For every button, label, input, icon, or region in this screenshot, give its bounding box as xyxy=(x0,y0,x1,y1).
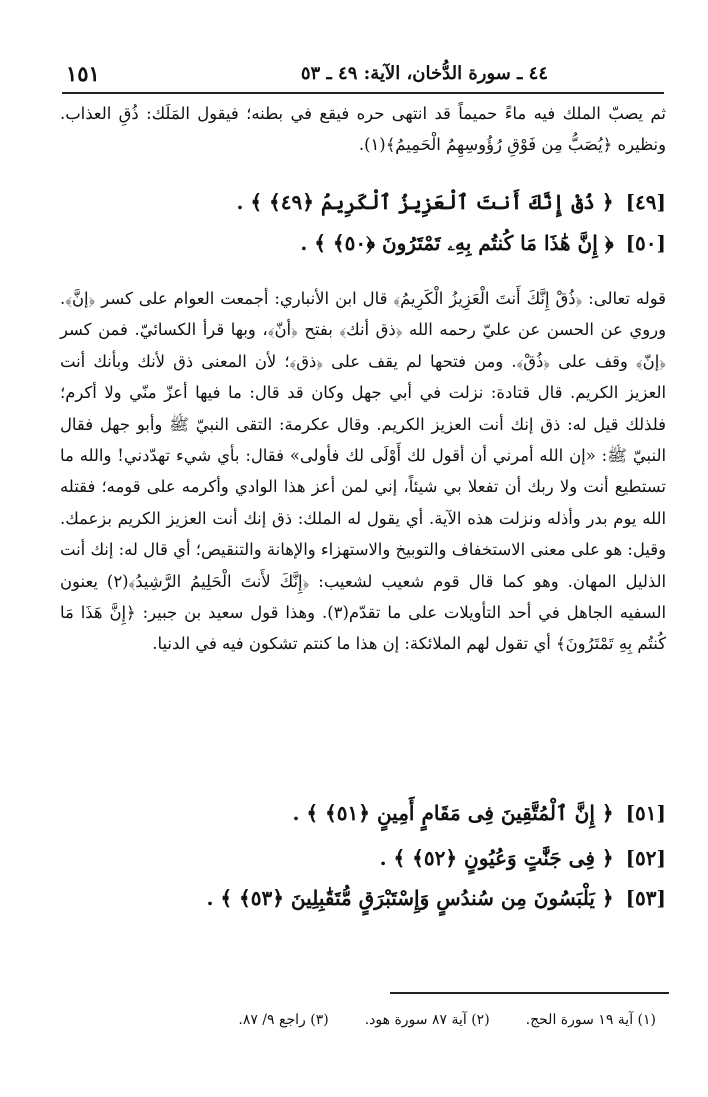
verse-number: [٥٢] xyxy=(625,846,666,870)
verse-number: [٥١] xyxy=(625,801,666,825)
verse-text: ﴿ إِنَّ ٱلْمُتَّقِينَ فِى مَقَامٍ أَمِينٍ ﴿٥١﴾ ﴾ . xyxy=(292,801,614,825)
footnote-rule xyxy=(390,992,669,994)
verse-50 xyxy=(300,231,666,255)
running-title: ٤٤ ـ سورة الدُّخان، الآية: ٤٩ ـ ٥٣ xyxy=(300,63,548,84)
footnote-2: (٢) آية ٨٧ سورة هود. xyxy=(364,1012,490,1028)
verse-51 xyxy=(292,801,666,825)
verse-text: ﴿ إِنَّ هَٰذَا مَا كُنتُم بِهِۦ تَمْتَرُونَ ﴿٥٠﴾ ﴾ . xyxy=(300,231,614,255)
intro-paragraph: ثم يصبّ الملك فيه ماءً حميماً قد انتهى حره فيقع في بطنه؛ فيقول المَلَك: ذُقِ العذاب. ونظيره ﴿يُصَبُّ مِن فَوْقِ رُؤُوسِهِمُ الْحَمِيمُ﴾(١). xyxy=(60,104,666,155)
footnote-3: (٣) راجع ٩/ ٨٧. xyxy=(238,1012,329,1028)
verse-53 xyxy=(206,886,666,910)
footnotes xyxy=(202,1012,656,1028)
verse-text: ﴿ ذُقْ إِنَّكَ أَنتَ ٱلْعَزِيزُ ٱلْكَرِيمُ ﴿٤٩﴾ ﴾ . xyxy=(236,190,614,214)
verse-number: [٤٩] xyxy=(625,190,666,214)
header-rule xyxy=(62,92,664,94)
verse-text: ﴿ فِى جَنَّٰتٍ وَعُيُونٍ ﴿٥٢﴾ ﴾ . xyxy=(379,846,614,870)
verse-49 xyxy=(236,190,666,214)
commentary-paragraph: قوله تعالى: ﴿ذُقْ إِنَّكَ أَنتَ الْعَزِيزُ الْكَرِيمُ﴾ قال ابن الأنباري: أجمعت العوام على كسر ﴿إنَّ﴾. وروي عن الحسن عن عليّ رحمه الله ﴿ذق أنك﴾ بفتح ﴿أنّ﴾، وبها قرأ الكسائيّ. فمن كسر ﴿إنّ﴾ وقف على ﴿ذُقْ﴾. ومن فتحها لم يقف على ﴿ذق﴾؛ لأن المعنى ذق لأنك وبأنك أنت العزيز الكريم. قال قتادة: نزلت في أبي جهل وكان قد قال: ما فيها أعزّ منّي ولا أكرم؛ فلذلك قيل له: ذق إنك أنت العزيز الكريم. وقال عكرمة: التقى النبيّ ﷺ وأبو جهل فقال النبيّ ﷺ: «إن الله أمرني أن أقول لك أَوْلَى لك فأولى» فقال: بأي شيء تهدّدني! والله ما تستطيع أنت ولا ربك أن تفعلا بي شيئاً، إني لمن أعز هذا الوادي وأكرمه على قومه؛ فقتله الله يوم بدر وأذله ونزلت هذه الآية. أي يقول له الملك: ذق إنك أنت العزيز الكريم بزعمك. وقيل: هو على معنى الاستخفاف والتوبيخ والاستهزاء والإهانة والتنقيص؛ أي قال له: إنك أنت الذليل المهان. وهو كما قال قوم شعيب لشعيب: ﴿إِنَّكَ لأَنتَ الْحَلِيمُ الرَّشِيدُ﴾(٢) يعنون السفيه الجاهل في أحد التأويلات على ما تقدّم(٣). وهذا قول سعيد بن جبير: ﴿إِنَّ هَذَا مَا كُنتُم بِهِ تَمْتَرُونَ﴾ أي تقول لهم الملائكة: إن هذا ما كنتم تشكون فيه في الدنيا. xyxy=(60,289,667,654)
footnote-1: (١) آية ١٩ سورة الحج. xyxy=(525,1012,656,1028)
verse-number: [٥٣] xyxy=(625,886,666,910)
verse-text: ﴿ يَلْبَسُونَ مِن سُندُسٍ وَإِسْتَبْرَقٍ مُّتَقَٰبِلِينَ ﴿٥٣﴾ ﴾ . xyxy=(206,886,614,910)
verse-number: [٥٠] xyxy=(625,231,666,255)
page-header xyxy=(62,55,660,93)
page-number: ١٥١ xyxy=(66,61,100,86)
verse-52 xyxy=(380,846,666,870)
